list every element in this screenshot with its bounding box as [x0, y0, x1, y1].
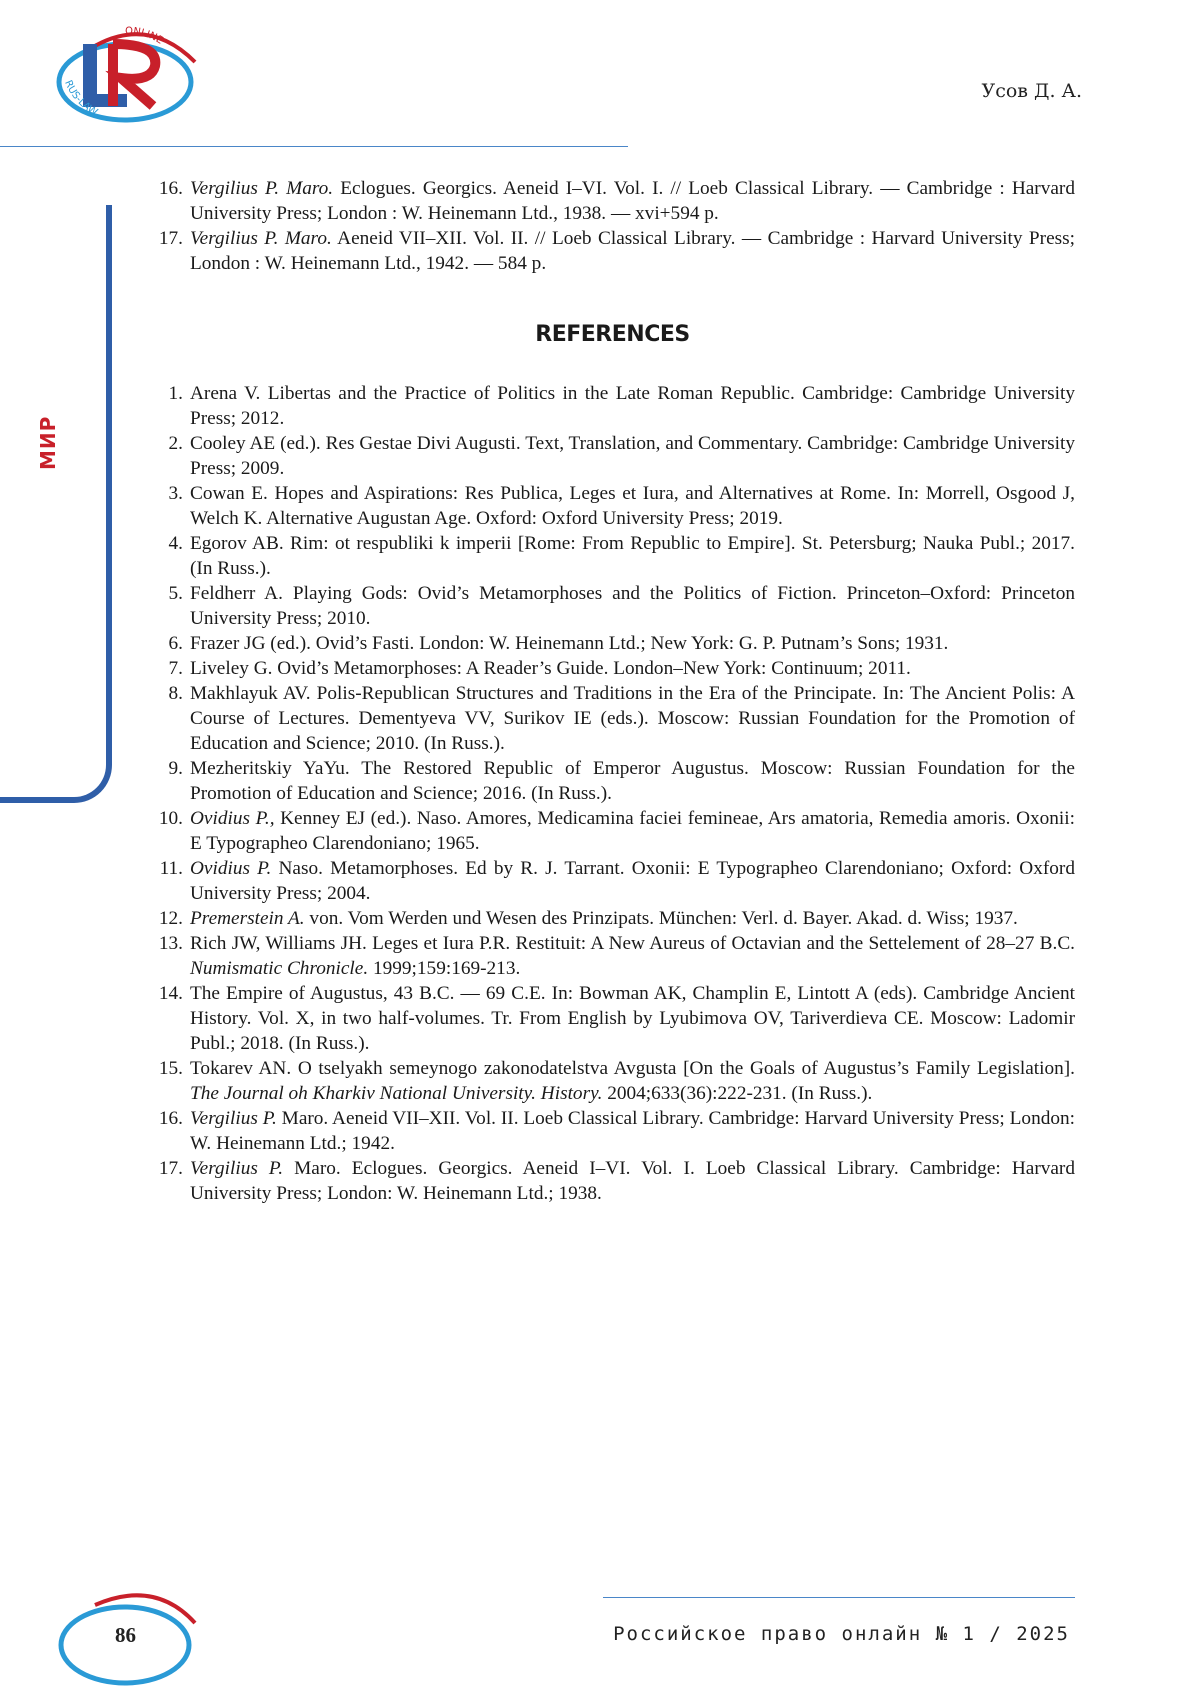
list-item: 16. Vergilius P. Maro. Aeneid VII–XII. Vol. II. Loeb Classical Library. Cambridge: Harvard University Press; London: W. Heinemann Ltd.; 1942. — [158, 1108, 1075, 1154]
list-item: 8. Makhlayuk AV. Polis-Republican Structures and Traditions in the Era of the Principate. In: The Ancient Polis: A Course of Lectures. Dementyeva VV, Surikov IE (eds.). Moscow: Russian Foundation for the Promotion of Education and Science; 2010. (In Russ.). — [168, 683, 1075, 754]
list-item: 17. Vergilius P. Maro. Aeneid VII–XII. Vol. II. // Loeb Classical Library. — Cambridge : Harvard University Press; London : W. Heinemann Ltd., 1942. — 584 p. — [158, 228, 1075, 274]
section-label: МИР — [36, 415, 60, 470]
journal-logo — [55, 22, 205, 127]
list-item: 16. Vergilius P. Maro. Eclogues. Georgics. Aeneid I–VI. Vol. I. // Loeb Classical Library. — Cambridge : Harvard University Press; London : W. Heinemann Ltd., 1938. — xvi+594 p. — [158, 178, 1075, 224]
list-item: 15. Tokarev AN. O tselyakh semeynogo zakonodatelstva Avgusta [On the Goals of Augustus’s Family Legislation]. The Journal oh Kharkiv National University. History. 2004;633(36):222-231. (In Russ.). — [158, 1058, 1075, 1104]
list-item: 1. Arena V. Libertas and the Practice of Politics in the Late Roman Republic. Cambridge: Cambridge University Press; 2012. — [168, 383, 1075, 429]
list-item: 5. Feldherr A. Playing Gods: Ovid’s Metamorphoses and the Politics of Fiction. Princeton–Oxford: Princeton University Press; 2010. — [168, 583, 1075, 629]
list-item: 3. Cowan E. Hopes and Aspirations: Res Publica, Leges et Iura, and Alternatives at Rome. In: Morrell, Osgood J, Welch K. Alternative Augustan Age. Oxford: Oxford University Press; 2019. — [168, 483, 1075, 529]
list-item: 2. Cooley AE (ed.). Res Gestae Divi Augusti. Text, Translation, and Commentary. Cambridge: Cambridge University Press; 2009. — [168, 433, 1075, 479]
list-item: 11. Ovidius P. Naso. Metamorphoses. Ed by R. J. Tarrant. Oxonii: E Typographeo Clarendoniano; Oxford: Oxford University Press; 2004. — [159, 858, 1075, 904]
list-item: 7. Liveley G. Ovid’s Metamorphoses: A Reader’s Guide. London–New York: Continuum; 2011. — [168, 658, 911, 679]
list-item: 9. Mezheritskiy YaYu. The Restored Republic of Emperor Augustus. Moscow: Russian Foundation for the Promotion of Education and Science; 2016. (In Russ.). — [168, 758, 1075, 804]
logo-text-bottom: RUS-LAW — [62, 78, 100, 119]
list-item: 4. Egorov AB. Rim: ot respubliki k imperii [Rome: From Republic to Empire]. St. Petersburg; Nauka Publ.; 2017. (In Russ.). — [168, 533, 1075, 579]
reference-list-russian — [150, 176, 1075, 276]
footer-rule — [603, 1597, 1075, 1598]
journal-title: Российское право онлайн № 1 / 2025 — [613, 1623, 1070, 1645]
list-item: 10. Ovidius P., Kenney EJ (ed.). Naso. Amores, Medicamina faciei femineae, Ars amatoria, Remedia amoris. Oxonii: E Typographeo Clarendoniano; 1965. — [158, 808, 1076, 854]
references-heading: REFERENCES — [535, 322, 690, 347]
running-head-author: Усов Д. А. — [981, 80, 1082, 102]
ref-author: Vergilius P. Maro. — [190, 228, 332, 249]
list-item: 12. Premerstein A. von. Vom Werden und Wesen des Prinzipats. München: Verl. d. Bayer. Akad. d. Wiss; 1937. — [158, 908, 1018, 929]
reference-list — [150, 381, 1075, 1206]
ref-author: Vergilius P. Maro. — [190, 178, 334, 199]
page-number: 86 — [115, 1623, 136, 1647]
logo-text-top: ONLINE — [124, 25, 165, 47]
list-item: 14. The Empire of Augustus, 43 B.C. — 69 C.E. In: Bowman AK, Champlin E, Lintott A (eds). Cambridge Ancient History. Vol. X, in two half-volumes. Tr. From English by Lyubimova OV, Tariverdieva CE. Moscow: Ladomir Publ.; 2018. (In Russ.). — [158, 983, 1075, 1054]
list-item: 6. Frazer JG (ed.). Ovid’s Fasti. London: W. Heinemann Ltd.; New York: G. P. Putnam’s Sons; 1931. — [168, 633, 949, 654]
header-rule — [0, 146, 628, 147]
list-item: 13. Rich JW, Williams JH. Leges et Iura P.R. Restituit: A New Aureus of Octavian and the Settelement of 28–27 B.C. Numismatic Chronicle. 1999;159:169-213. — [158, 933, 1075, 979]
side-bracket — [0, 205, 112, 803]
list-item: 17. Vergilius P. Maro. Eclogues. Georgics. Aeneid I–VI. Vol. I. Loeb Classical Library. Cambridge: Harvard University Press; London: W. Heinemann Ltd.; 1938. — [158, 1158, 1075, 1204]
